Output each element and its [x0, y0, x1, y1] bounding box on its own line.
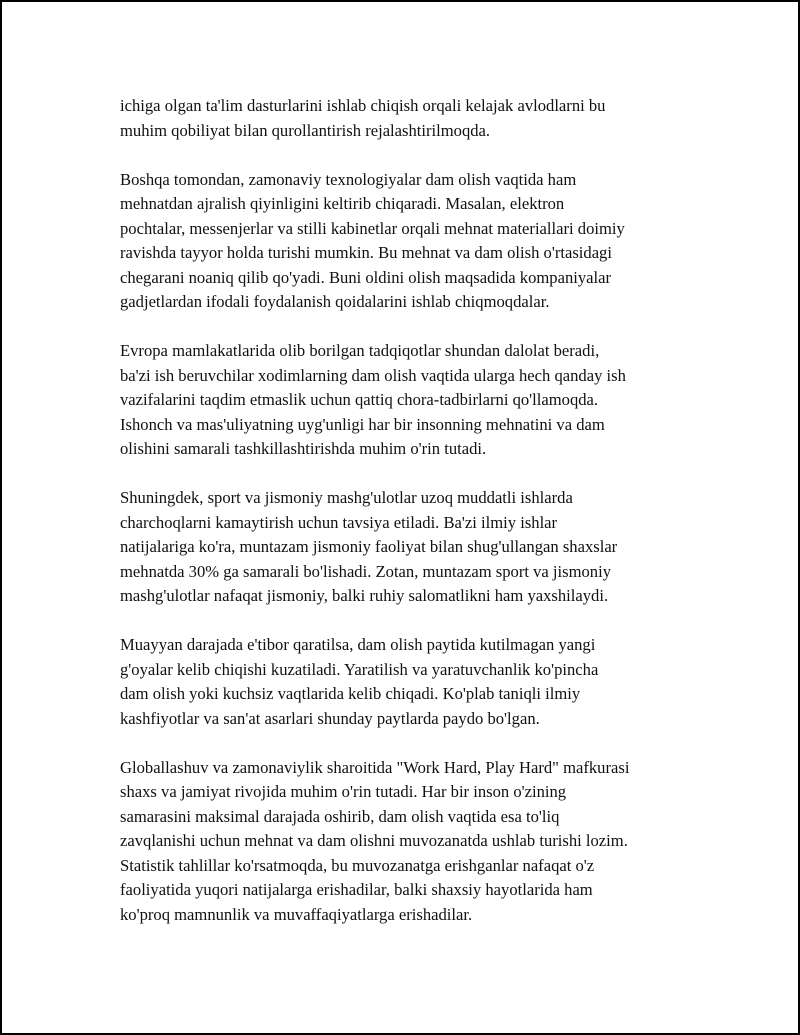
paragraph-4: Shuningdek, sport va jismoniy mashg'ulotlar uzoq muddatli ishlarda charchoqlarni kamaytirish uchun tavsiya etiladi. Ba'zi ilmiy ishlar natijalariga ko'ra, muntazam jismoniy faoliyat bilan shug'ullangan shaxslar mehnatda 30% ga samarali bo'lishadi. Zotan, muntazam sport va jismoniy mashg'ulotlar nafaqat jismoniy, balki ruhiy salomatlikni ham yaxshilaydi.	[120, 488, 618, 605]
paragraph-1: ichiga olgan ta'lim dasturlarini ishlab chiqish orqali kelajak avlodlarni bu muhim qobiliyat bilan qurollantirish rejalashtirilmoqda.	[120, 96, 606, 140]
paragraph-3: Evropa mamlakatlarida olib borilgan tadqiqotlar shundan dalolat beradi, ba'zi ish beruvchilar xodimlarning dam olish vaqtida ularga hech qanday ish vazifalarini taqdim etmaslik uchun qattiq chora-tadbirlarni qo'llamoqda. Ishonch va mas'uliyatning uyg'unligi har bir insonning mehnatini va dam olishini samarali tashkillashtirishda muhim o'rin tutadi.	[120, 341, 626, 458]
paragraph-2: Boshqa tomondan, zamonaviy texnologiyalar dam olish vaqtida ham mehnatdan ajralish qiyinligini keltirib chiqaradi. Masalan, elektron pochtalar, messenjerlar va stilli kabinetlar orqali mehnat materiallari doimiy ravishda tayyor holda turishi mumkin. Bu mehnat va dam olish o'rtasidagi chegarani noaniq qilib qo'yadi. Buni oldini olish maqsadida kompaniyalar gadjetlardan ifodali foydalanish qoidalarini ishlab chiqmoqdalar.	[120, 169, 625, 311]
paragraph-6: Globallashuv va zamonaviylik sharoitida "Work Hard, Play Hard" mafkurasi shaxs va jamiyat rivojida muhim o'rin tutadi. Har bir inson o'zining samarasini maksimal darajada oshirib, dam olish vaqtida esa to'liq zavqlanishi uchun mehnat va dam olishni muvozanatda ushlab turishi lozim. Statistik tahlillar ko'rsatmoqda, bu muvozanatga erishganlar nafaqat o'z faoliyatida yuqori natijalarga erishadilar, balki shaxsiy hayotlarida ham ko'proq mamnunlik va muvaffaqiyatlarga erishadilar.	[120, 757, 630, 924]
paragraph-5: Muayyan darajada e'tibor qaratilsa, dam olish paytida kutilmagan yangi g'oyalar kelib chiqishi kuzatiladi. Yaratilish va yaratuvchanlik ko'pincha dam olish yoki kuchsiz vaqtlarida kelib chiqadi. Ko'plab taniqli ilmiy kashfiyotlar va san'at asarlari shunday paytlarda paydo bo'lgan.	[120, 635, 599, 728]
document-body	[120, 94, 710, 927]
